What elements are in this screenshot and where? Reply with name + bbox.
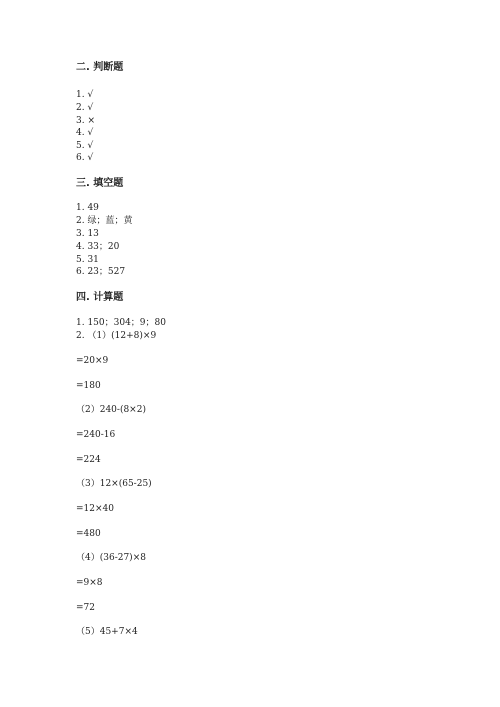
calc-line-10: =480 bbox=[76, 529, 101, 539]
fill-answer-5: 5. 31 bbox=[76, 255, 99, 265]
calc-line-6: =240-16 bbox=[76, 430, 116, 440]
section-title-fill: 三. 填空题 bbox=[76, 178, 124, 189]
fill-answer-1: 1. 49 bbox=[76, 203, 99, 213]
calc-line-2: 2. （1）(12+8)×9 bbox=[76, 331, 157, 341]
section-title-judge: 二. 判断题 bbox=[76, 62, 124, 73]
judge-answer-2: 2. √ bbox=[76, 103, 94, 113]
calc-line-4: =180 bbox=[76, 381, 101, 391]
calc-line-5: （2）240-(8×2) bbox=[76, 405, 146, 415]
judge-answer-4: 4. √ bbox=[76, 128, 94, 138]
calc-line-8: （3）12×(65-25) bbox=[76, 479, 152, 489]
calc-line-3: =20×9 bbox=[76, 356, 109, 366]
fill-answer-3: 3. 13 bbox=[76, 229, 99, 239]
fill-answer-4: 4. 33；20 bbox=[76, 242, 120, 252]
calc-line-7: =224 bbox=[76, 455, 101, 465]
calc-line-11: （4）(36-27)×8 bbox=[76, 553, 146, 563]
judge-answer-6: 6. √ bbox=[76, 153, 94, 163]
calc-line-9: =12×40 bbox=[76, 504, 114, 514]
judge-answer-5: 5. √ bbox=[76, 141, 94, 151]
judge-answer-1: 1. √ bbox=[76, 90, 94, 100]
fill-answer-2: 2. 绿；蓝；黄 bbox=[76, 216, 133, 226]
calc-line-14: （5）45+7×4 bbox=[76, 627, 138, 637]
judge-answer-3: 3. × bbox=[76, 116, 95, 126]
section-title-calc: 四. 计算题 bbox=[76, 292, 124, 303]
calc-line-13: =72 bbox=[76, 603, 95, 613]
calc-line-12: =9×8 bbox=[76, 578, 103, 588]
fill-answer-6: 6. 23；527 bbox=[76, 267, 126, 277]
calc-line-1: 1. 150；304；9；80 bbox=[76, 318, 166, 328]
